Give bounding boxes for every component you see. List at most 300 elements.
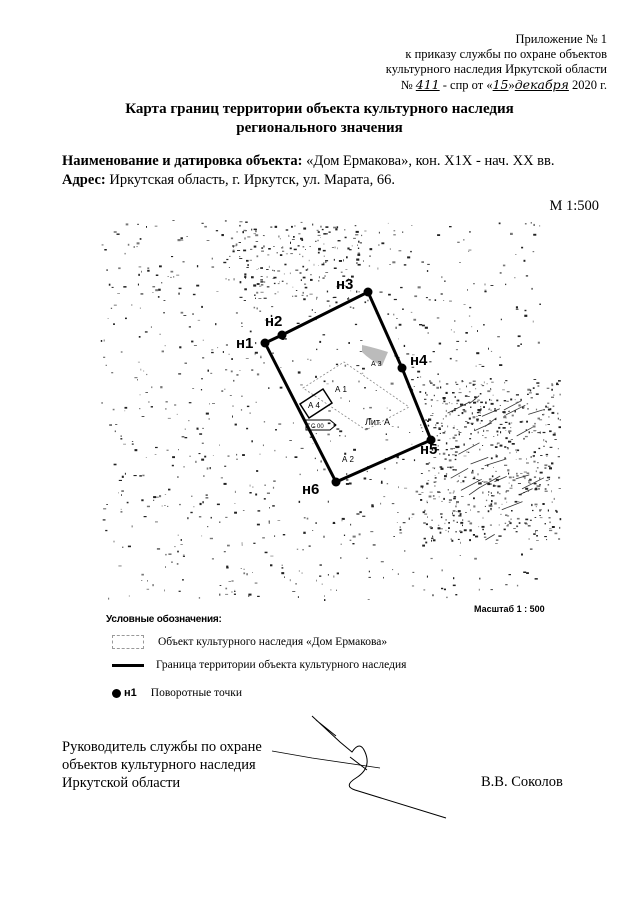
noise-speck (516, 531, 518, 532)
noise-speck (299, 501, 301, 503)
noise-speck (146, 374, 147, 375)
noise-speck (552, 501, 553, 502)
noise-speck (558, 380, 561, 382)
noise-speck (236, 244, 238, 246)
noise-speck (468, 504, 470, 506)
noise-speck (168, 418, 171, 419)
noise-speck (477, 400, 480, 401)
label-a2: А 2 (342, 455, 355, 464)
noise-speck (289, 440, 292, 441)
noise-speck (485, 506, 486, 507)
noise-speck (273, 277, 276, 279)
noise-speck (441, 501, 442, 502)
noise-speck (516, 473, 517, 475)
noise-speck (435, 477, 437, 478)
noise-speck (212, 266, 215, 268)
noise-speck (324, 275, 326, 276)
noise-speck (292, 360, 293, 362)
noise-speck (422, 325, 425, 327)
noise-speck (517, 450, 519, 452)
noise-speck (242, 542, 243, 544)
noise-speck (431, 405, 432, 406)
legend-boundary-label: Граница территории объекта культурного наследия (156, 659, 407, 671)
noise-speck (525, 310, 527, 311)
noise-speck (201, 306, 203, 308)
noise-speck (458, 480, 459, 481)
noise-speck (206, 495, 208, 496)
noise-speck (430, 492, 433, 493)
noise-speck (444, 475, 447, 477)
noise-speck (106, 504, 108, 505)
noise-speck (274, 283, 276, 284)
signatory-line-1: Руководитель службы по охране (62, 739, 262, 755)
noise-speck (141, 369, 142, 371)
noise-speck (465, 512, 467, 513)
noise-speck (294, 249, 297, 251)
noise-speck (443, 453, 446, 455)
noise-speck (409, 432, 410, 433)
noise-speck (458, 539, 460, 540)
noise-speck (324, 595, 325, 596)
noise-speck (288, 235, 289, 236)
noise-speck (359, 381, 360, 383)
noise-speck (489, 409, 490, 410)
noise-speck (455, 382, 457, 384)
noise-speck (507, 447, 509, 448)
noise-speck (437, 400, 439, 401)
noise-speck (165, 494, 166, 495)
noise-speck (557, 413, 558, 415)
noise-speck (280, 238, 281, 239)
noise-speck (364, 478, 367, 480)
noise-speck (536, 485, 539, 486)
noise-speck (539, 484, 541, 485)
noise-speck (327, 434, 329, 436)
noise-speck (151, 327, 152, 328)
noise-speck (210, 467, 211, 469)
noise-speck (185, 437, 188, 438)
noise-speck (464, 304, 466, 305)
noise-speck (402, 309, 404, 310)
noise-speck (451, 540, 453, 542)
noise-speck (418, 494, 421, 495)
noise-speck (441, 516, 442, 518)
noise-speck (489, 399, 490, 401)
noise-speck (399, 251, 402, 252)
noise-speck (505, 584, 507, 585)
noise-speck (176, 275, 179, 276)
appendix-line-3: культурного наследия Иркутской области (385, 62, 607, 76)
noise-speck (425, 403, 427, 404)
noise-speck (465, 395, 468, 397)
noise-speck (219, 594, 220, 596)
noise-speck (428, 470, 430, 471)
noise-speck (263, 245, 265, 247)
noise-speck (454, 426, 455, 427)
noise-speck (327, 301, 330, 302)
noise-speck (317, 230, 319, 231)
object-name-value: «Дом Ермакова», кон. Х1Х - нач. ХХ вв. (306, 153, 555, 169)
noise-speck (278, 520, 281, 521)
noise-speck (534, 477, 536, 478)
map-background-noise (101, 220, 561, 601)
noise-speck (436, 387, 439, 389)
noise-speck (152, 386, 153, 388)
noise-speck (496, 540, 499, 541)
noise-speck (426, 463, 429, 465)
noise-speck (497, 434, 498, 435)
noise-speck (337, 349, 339, 350)
noise-speck (464, 529, 467, 531)
noise-speck (199, 597, 200, 599)
noise-speck (230, 395, 232, 396)
noise-speck (279, 281, 280, 282)
noise-speck (237, 250, 240, 251)
noise-speck (383, 496, 385, 497)
noise-speck (267, 254, 269, 255)
noise-speck (128, 244, 130, 246)
noise-speck (324, 536, 325, 538)
noise-speck (428, 332, 429, 333)
noise-speck (553, 406, 555, 408)
noise-speck (125, 407, 128, 409)
noise-speck (146, 226, 147, 228)
noise-speck (315, 522, 317, 523)
noise-speck (355, 234, 358, 235)
object-name-label: Наименование и датировка объекта: (62, 153, 303, 169)
noise-speck (221, 477, 223, 478)
noise-speck (456, 501, 459, 503)
noise-speck (510, 427, 511, 428)
noise-speck (335, 302, 337, 304)
noise-speck (497, 336, 500, 337)
noise-speck (532, 510, 534, 511)
noise-speck (125, 253, 126, 255)
noise-speck (511, 423, 512, 424)
noise-speck (343, 259, 344, 261)
noise-speck (483, 430, 484, 432)
noise-speck (507, 525, 509, 526)
noise-speck (444, 431, 445, 432)
noise-speck (465, 332, 468, 334)
noise-speck (162, 506, 164, 507)
noise-speck (253, 487, 254, 488)
noise-speck (453, 466, 454, 468)
noise-speck (484, 533, 486, 535)
noise-speck (549, 416, 550, 417)
noise-speck (370, 531, 373, 532)
noise-speck (414, 459, 415, 461)
noise-speck (535, 504, 538, 506)
noise-speck (261, 284, 263, 286)
noise-speck (510, 399, 512, 401)
noise-speck (460, 555, 461, 556)
noise-speck (392, 426, 394, 427)
noise-speck (430, 415, 433, 416)
noise-speck (539, 304, 541, 305)
noise-speck (502, 504, 503, 505)
noise-speck (221, 391, 223, 392)
noise-speck (504, 400, 506, 401)
noise-speck (459, 530, 461, 532)
noise-speck (219, 445, 220, 446)
noise-speck (410, 251, 412, 252)
noise-speck (199, 453, 201, 454)
noise-speck (525, 524, 528, 525)
noise-speck (440, 466, 443, 468)
noise-speck (406, 353, 409, 355)
noise-speck (225, 588, 227, 590)
noise-speck (517, 501, 519, 502)
noise-speck (101, 402, 103, 404)
noise-speck (364, 231, 366, 232)
noise-speck (265, 281, 266, 283)
noise-speck (518, 404, 520, 406)
noise-speck (485, 438, 487, 439)
noise-speck (141, 293, 144, 295)
noise-speck (101, 340, 102, 342)
noise-speck (158, 289, 161, 291)
noise-speck (324, 256, 325, 257)
noise-speck (482, 366, 485, 367)
noise-speck (249, 492, 251, 494)
noise-speck (231, 371, 233, 373)
noise-speck (439, 343, 441, 345)
noise-speck (363, 260, 364, 262)
noise-speck (290, 248, 292, 250)
order-day: 15 (492, 77, 509, 92)
noise-speck (487, 390, 490, 392)
noise-speck (183, 315, 186, 316)
noise-speck (446, 392, 448, 394)
noise-speck (232, 581, 234, 582)
noise-speck (534, 224, 535, 226)
noise-speck (516, 394, 519, 395)
noise-speck (441, 588, 443, 589)
noise-speck (530, 520, 532, 521)
noise-speck (194, 345, 197, 346)
noise-speck (537, 462, 539, 463)
noise-speck (457, 429, 459, 430)
noise-speck (517, 518, 520, 520)
noise-speck (229, 354, 230, 355)
noise-speck (473, 384, 475, 386)
noise-speck (499, 524, 500, 525)
noise-speck (552, 412, 555, 414)
label-a1: А 1 (335, 385, 348, 394)
noise-speck (186, 236, 188, 237)
noise-speck (547, 388, 550, 389)
noise-speck (438, 440, 441, 441)
noise-speck (251, 276, 254, 278)
noise-speck (197, 428, 199, 430)
noise-speck (425, 419, 427, 421)
noise-speck (422, 431, 423, 432)
noise-speck (516, 475, 518, 476)
noise-speck (293, 422, 294, 423)
noise-speck (316, 299, 317, 300)
noise-speck (545, 488, 547, 490)
noise-speck (182, 579, 184, 580)
noise-speck (533, 387, 535, 389)
noise-speck (244, 288, 247, 290)
point-label-n4: н4 (410, 352, 428, 369)
noise-speck (450, 413, 451, 415)
noise-speck (212, 558, 214, 559)
noise-speck (502, 390, 505, 391)
noise-speck (328, 501, 329, 503)
noise-speck (388, 294, 391, 296)
noise-speck (228, 455, 230, 456)
noise-speck (349, 401, 350, 402)
noise-speck (465, 421, 468, 422)
noise-speck (509, 574, 512, 575)
noise-speck (480, 407, 481, 408)
noise-speck (462, 525, 463, 527)
noise-speck (254, 246, 257, 248)
noise-speck (243, 230, 245, 231)
noise-speck (498, 535, 501, 536)
noise-speck (482, 526, 485, 528)
noise-speck (559, 527, 560, 529)
noise-speck (549, 517, 551, 519)
noise-speck (425, 542, 427, 544)
noise-speck (215, 323, 216, 325)
noise-speck (535, 578, 538, 580)
noise-speck (323, 263, 324, 264)
noise-speck (511, 519, 512, 520)
noise-speck (336, 590, 337, 591)
noise-speck (223, 262, 226, 263)
noise-speck (396, 318, 398, 319)
noise-speck (206, 497, 209, 499)
noise-speck (303, 228, 306, 230)
noise-speck (530, 390, 531, 392)
noise-speck (536, 470, 537, 472)
noise-speck (177, 551, 179, 553)
noise-speck (455, 469, 456, 471)
noise-speck (277, 271, 280, 272)
noise-speck (229, 256, 230, 257)
noise-speck (469, 539, 471, 541)
noise-speck (510, 452, 511, 453)
noise-speck (546, 454, 548, 455)
noise-speck (258, 298, 261, 299)
noise-speck (426, 394, 428, 395)
noise-speck (242, 454, 245, 456)
noise-speck (174, 405, 176, 406)
noise-speck (500, 424, 503, 425)
noise-speck (560, 419, 561, 420)
noise-speck (318, 250, 321, 251)
map-scale: М 1:500 (549, 198, 599, 214)
noise-speck (257, 269, 258, 270)
noise-speck (183, 555, 185, 556)
noise-speck (538, 489, 540, 490)
noise-speck (123, 286, 126, 288)
noise-speck (438, 492, 441, 493)
noise-speck (301, 239, 303, 241)
noise-speck (269, 266, 270, 268)
noise-speck (327, 291, 328, 293)
noise-speck (462, 412, 464, 414)
noise-speck (211, 352, 214, 353)
noise-speck (362, 368, 365, 370)
noise-speck (246, 573, 248, 575)
noise-speck (400, 287, 403, 288)
noise-speck (298, 245, 300, 246)
noise-speck (494, 408, 496, 409)
noise-speck (312, 530, 313, 531)
noise-speck (479, 578, 480, 580)
noise-speck (545, 491, 548, 492)
noise-speck (255, 230, 256, 232)
noise-speck (463, 409, 466, 410)
noise-speck (492, 475, 494, 477)
noise-speck (453, 437, 456, 439)
noise-speck (491, 503, 493, 505)
noise-streak (522, 478, 544, 489)
noise-speck (497, 485, 500, 487)
noise-speck (438, 373, 439, 375)
noise-speck (400, 526, 401, 527)
noise-speck (152, 292, 153, 293)
noise-speck (498, 427, 500, 429)
noise-speck (280, 387, 283, 389)
noise-speck (181, 539, 182, 541)
noise-speck (202, 443, 204, 444)
noise-speck (353, 238, 356, 239)
noise-speck (212, 403, 215, 404)
noise-speck (504, 465, 507, 466)
noise-speck (289, 236, 290, 237)
noise-speck (322, 264, 325, 266)
noise-speck (444, 478, 446, 480)
noise-speck (429, 462, 431, 464)
noise-speck (256, 402, 257, 403)
noise-speck (324, 381, 326, 383)
noise-speck (316, 580, 317, 582)
noise-speck (358, 248, 359, 249)
noise-speck (500, 445, 503, 447)
noise-speck (449, 402, 450, 403)
noise-speck (245, 277, 246, 279)
noise-speck (126, 223, 129, 225)
noise-speck (350, 306, 352, 308)
noise-speck (434, 395, 435, 396)
noise-speck (348, 297, 349, 298)
noise-speck (262, 538, 265, 539)
noise-speck (507, 469, 509, 471)
noise-speck (500, 514, 501, 515)
noise-speck (345, 365, 347, 367)
noise-speck (533, 251, 535, 252)
noise-speck (362, 516, 365, 517)
noise-speck (421, 486, 424, 488)
noise-speck (323, 469, 325, 471)
label-lit-a: Лит. А (365, 417, 391, 427)
noise-speck (539, 477, 540, 479)
noise-speck (191, 341, 193, 343)
noise-speck (223, 351, 224, 353)
noise-speck (529, 479, 532, 480)
noise-speck (446, 473, 447, 475)
noise-speck (282, 565, 283, 566)
noise-speck (455, 440, 457, 441)
noise-speck (503, 265, 505, 267)
noise-speck (307, 359, 309, 360)
noise-speck (476, 416, 477, 417)
